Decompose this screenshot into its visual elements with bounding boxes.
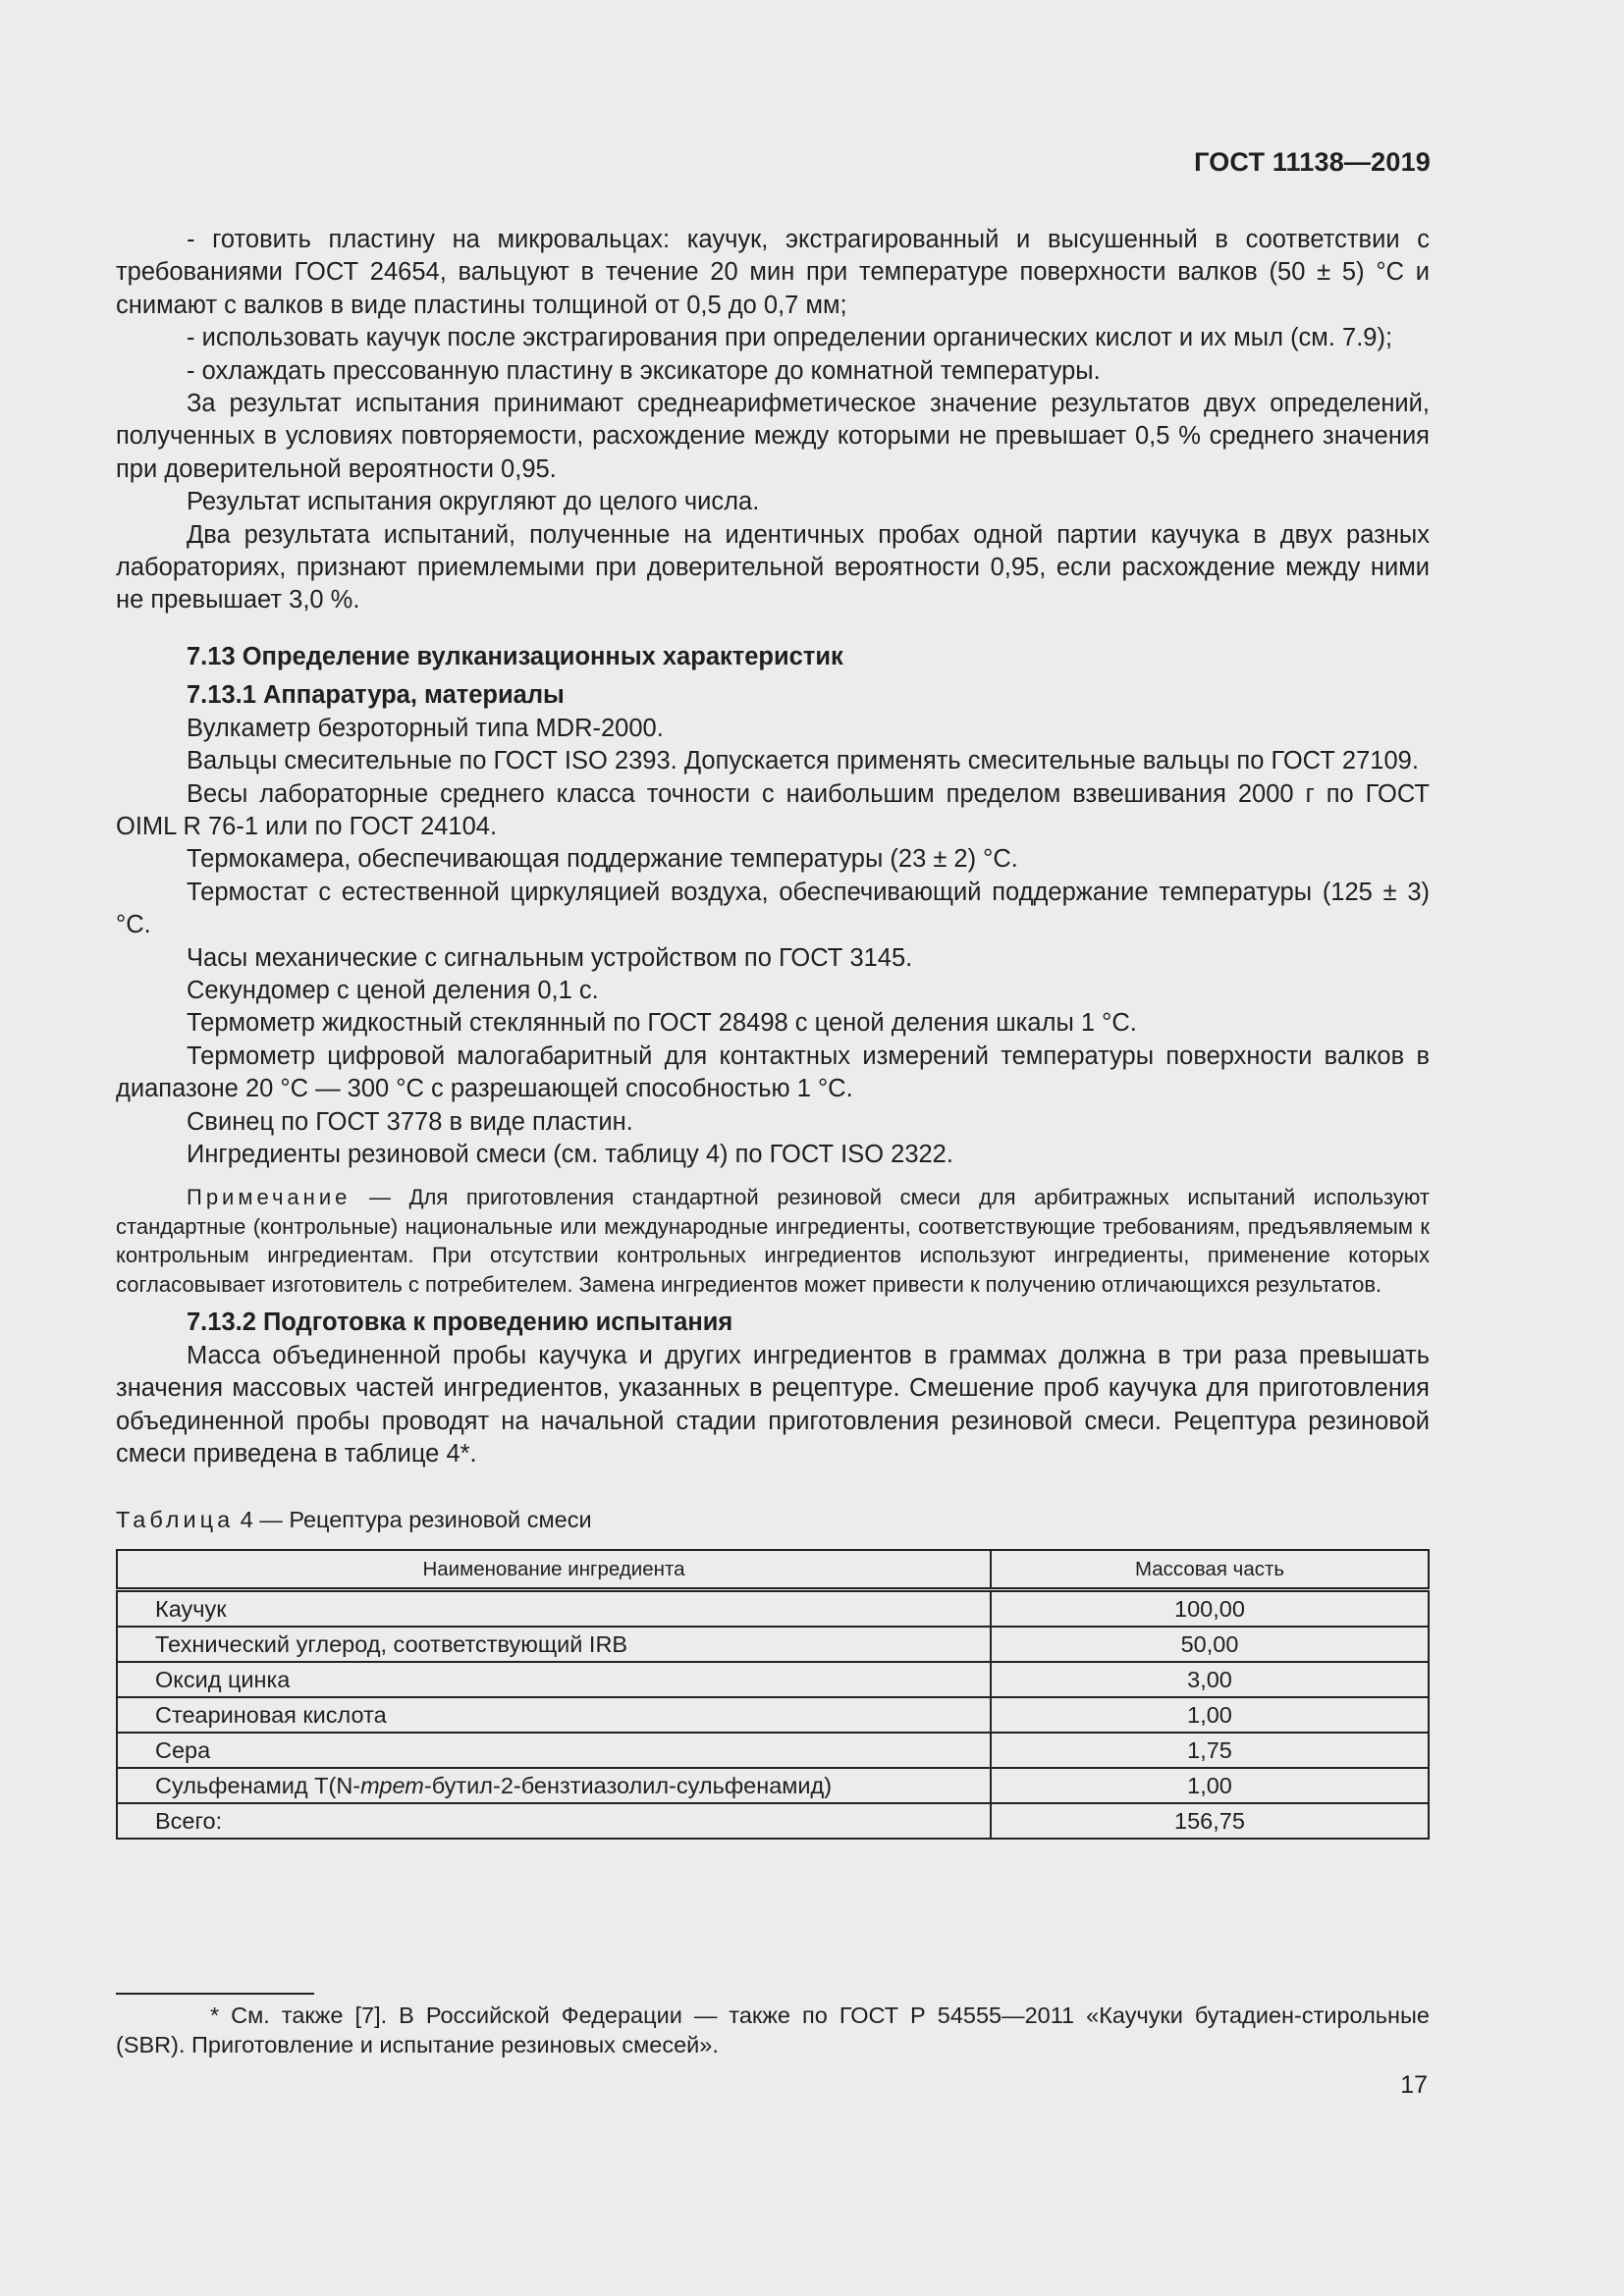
table-row — [117, 1662, 1429, 1697]
mass-part: 1,00 — [991, 1768, 1429, 1803]
standard-header: ГОСТ 11138—2019 — [1194, 147, 1431, 177]
table-row — [117, 1697, 1429, 1733]
ingredient-name: Сера — [117, 1733, 991, 1768]
column-header-mass-part: Массовая часть — [991, 1550, 1429, 1590]
total-value: 156,75 — [991, 1803, 1429, 1839]
ingredient-name: Каучук — [117, 1590, 991, 1628]
equipment-item: Весы лабораторные среднего класса точности с наибольшим пределом взвешивания 2000 г по ГОСТ OIML R 76-1 или по ГОСТ 24104. — [116, 779, 1430, 840]
section-7-13-1-heading: 7.13.1 Аппаратура, материалы — [187, 681, 565, 710]
ingredient-name: Стеариновая кислота — [117, 1697, 991, 1733]
recipe-table — [116, 1549, 1430, 1840]
equipment-item: Термокамера, обеспечивающая поддержание температуры (23 ± 2) °С. — [187, 845, 1018, 874]
table-header-row — [117, 1550, 1429, 1590]
section-7-13-2-heading: 7.13.2 Подготовка к проведению испытания — [187, 1308, 733, 1337]
preparation-paragraph: Масса объединенной пробы каучука и других ингредиентов в граммах должна в три раза превышать значения массовых частей ингредиентов, указанных в рецептуре. Смешение проб каучука для приготовления объединенной пробы проводят на начальной стадии приготовления резиновой смеси. Рецептура резиновой смеси приведена в таблице 4*. — [116, 1341, 1430, 1468]
note-paragraph — [116, 1183, 1430, 1299]
intro-paragraph: Два результата испытаний, полученные на идентичных пробах одной партии каучука в двух разных лабораториях, признают приемлемыми при доверительной вероятности 0,95, если расхождение между ними не превышает 3,0 %. — [116, 520, 1430, 614]
equipment-item: Термометр цифровой малогабаритный для контактных измерений температуры поверхности валков в диапазоне 20 °С — 300 °С с разрешающей способностью 1 °С. — [116, 1041, 1430, 1103]
equipment-item: Часы механические с сигнальным устройством по ГОСТ 3145. — [187, 943, 913, 972]
intro-paragraph: - охлаждать прессованную пластину в эксикаторе до комнатной температуры. — [187, 356, 1101, 385]
table-row — [117, 1733, 1429, 1768]
note-label: Примечание — [187, 1185, 352, 1210]
total-label: Всего: — [117, 1803, 991, 1839]
equipment-item: Вальцы смесительные по ГОСТ ISO 2393. Допускается применять смесительные вальцы по ГОСТ 27109. — [187, 747, 1419, 775]
table-caption-label: Таблица — [116, 1507, 235, 1533]
footnote-divider — [116, 1993, 314, 1995]
table-caption-text: 4 — Рецептура резиновой смеси — [234, 1507, 592, 1533]
ingredient-name-italic: трет — [360, 1772, 424, 1798]
table-caption — [116, 1504, 1430, 1536]
ingredient-name-prefix: Сульфенамид Т(N- — [155, 1772, 361, 1798]
page-number: 17 — [1400, 2071, 1428, 2099]
table-row — [117, 1627, 1429, 1662]
equipment-item: Вулкаметр безроторный типа MDR-2000. — [187, 714, 664, 742]
ingredient-name-suffix: -бутил-2-бензтиазолил-сульфенамид) — [423, 1772, 833, 1798]
mass-part: 1,75 — [991, 1733, 1429, 1768]
mass-part: 3,00 — [991, 1662, 1429, 1697]
mass-part: 100,00 — [991, 1590, 1429, 1628]
footnote: * См. также [7]. В Российской Федерации — также по ГОСТ Р 54555—2011 «Каучуки бутадиен-стирольные (SBR). Приготовление и испытание резиновых смесей». — [116, 2002, 1430, 2057]
table-total-row — [117, 1803, 1429, 1839]
mass-part: 50,00 — [991, 1627, 1429, 1662]
equipment-item: Термометр жидкостный стеклянный по ГОСТ 28498 с ценой деления шкалы 1 °С. — [187, 1009, 1137, 1038]
intro-paragraph: - готовить пластину на микровальцах: каучук, экстрагированный и высушенный в соответствии с требованиями ГОСТ 24654, вальцуют в течение 20 мин при температуре поверхности валков (50 ± 5) °С и снимают с валков в виде пластины толщиной от 0,5 до 0,7 мм; — [116, 226, 1430, 319]
ingredient-name: Оксид цинка — [117, 1662, 991, 1697]
intro-paragraph: За результат испытания принимают среднеарифметическое значение результатов двух определений, полученных в условиях повторяемости, расхождение между которыми не превышает 0,5 % среднего значения при доверительной вероятности 0,95. — [116, 390, 1430, 483]
ingredient-name — [117, 1768, 991, 1803]
equipment-item: Ингредиенты резиновой смеси (см. таблицу 4) по ГОСТ ISO 2322. — [187, 1140, 953, 1168]
note-text: — Для приготовления стандартной резиновой смеси для арбитражных испытаний используют стандартные (контрольные) национальные или международные ингредиенты, соответствующие требованиям, предъявляемым к контрольным ингредиентам. При отсутствии контрольных ингредиентов используют ингредиенты, применение которых согласовывает изготовитель с потребителем. Замена ингредиентов может привести к получению отличающихся результатов. — [116, 1185, 1430, 1297]
equipment-item: Секундомер с ценой деления 0,1 с. — [187, 976, 599, 1004]
equipment-item: Свинец по ГОСТ 3778 в виде пластин. — [187, 1107, 633, 1136]
ingredient-name: Технический углерод, соответствующий IRB — [117, 1627, 991, 1662]
table-row — [117, 1590, 1429, 1628]
section-7-13-heading: 7.13 Определение вулканизационных характеристик — [187, 642, 843, 670]
table-row — [117, 1768, 1429, 1803]
intro-paragraph: - использовать каучук после экстрагирования при определении органических кислот и их мыл (см. 7.9); — [187, 324, 1393, 352]
intro-paragraph: Результат испытания округляют до целого числа. — [187, 488, 760, 516]
mass-part: 1,00 — [991, 1697, 1429, 1733]
column-header-ingredient: Наименование ингредиента — [117, 1550, 991, 1590]
page-content — [116, 224, 1430, 1840]
equipment-item: Термостат с естественной циркуляцией воздуха, обеспечивающий поддержание температуры (125 ± 3) °С. — [116, 878, 1430, 939]
